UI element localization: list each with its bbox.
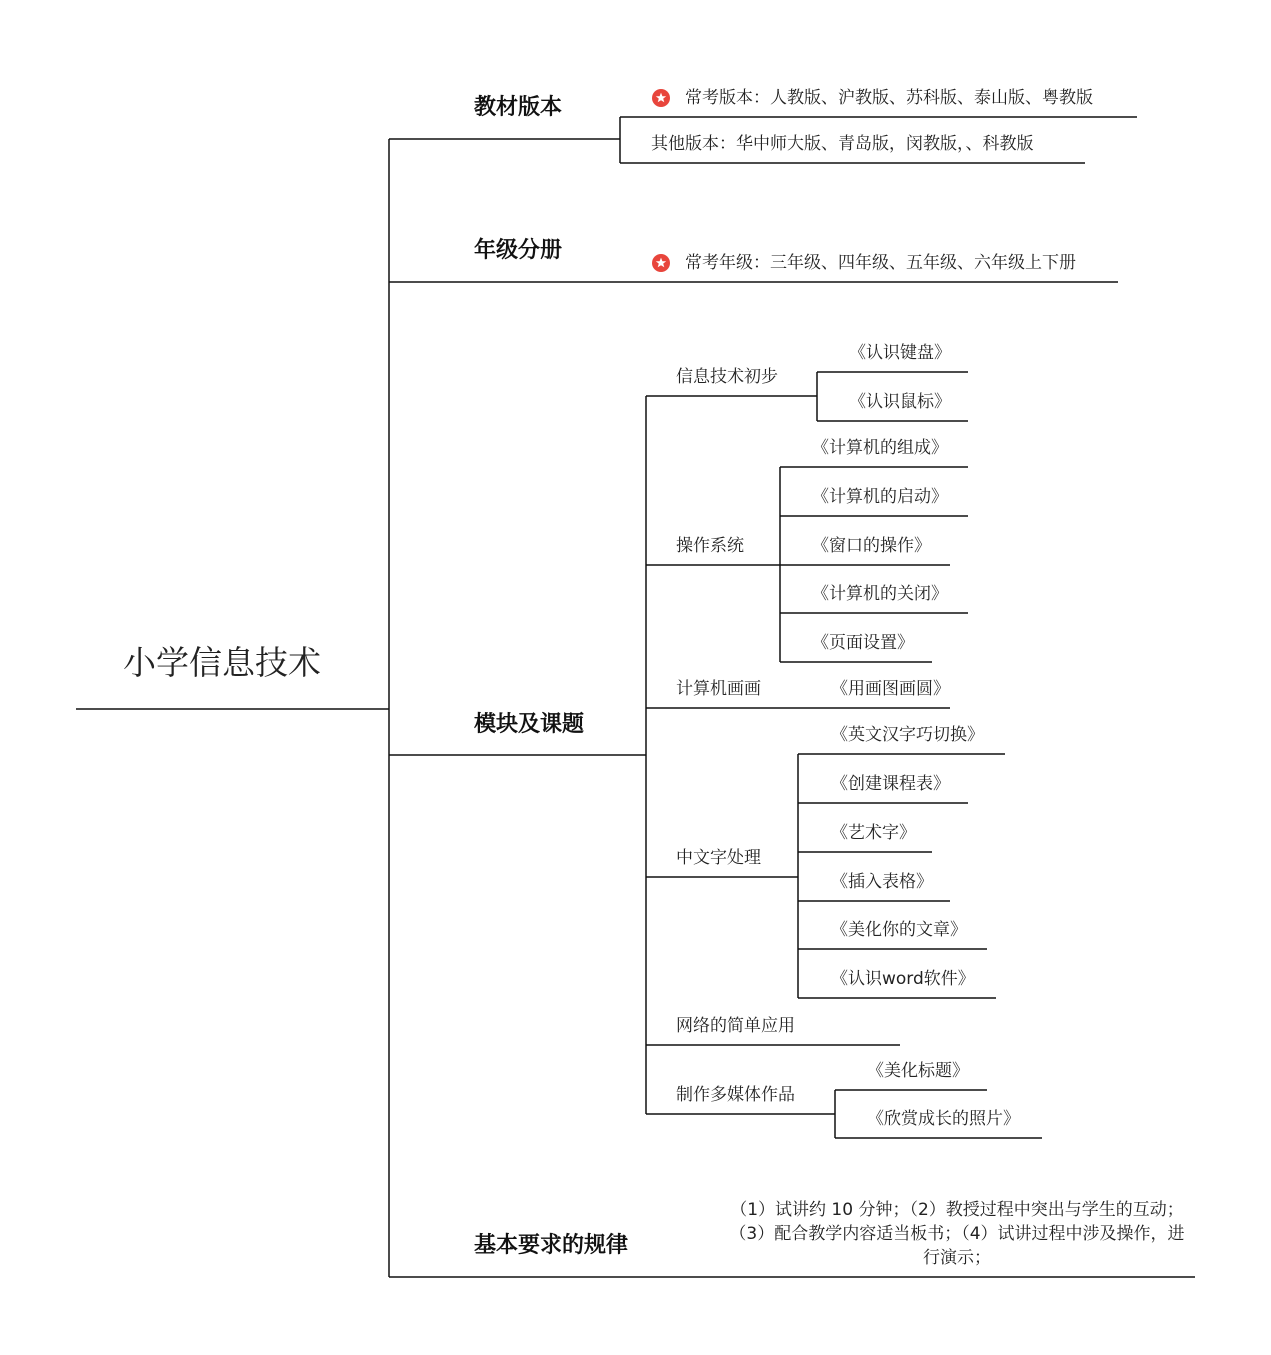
textbook-common-versions: 常考版本：人教版、沪教版、苏科版、泰山版、粤教版 bbox=[685, 88, 1093, 108]
textbook-other-versions: 其他版本：华中师大版、青岛版，闵教版，、科教版 bbox=[651, 134, 1034, 154]
grade-common: 常考年级：三年级、四年级、五年级、六年级上下册 bbox=[685, 253, 1076, 273]
branch-title-requirements: 基本要求的规律 bbox=[474, 1233, 629, 1258]
branch-title-modules: 模块及课题 bbox=[474, 712, 585, 737]
lesson-item: 《美化你的文章》 bbox=[831, 920, 967, 940]
root-topic: 小学信息技术 bbox=[123, 643, 321, 682]
branch-title-grade: 年级分册 bbox=[474, 238, 563, 263]
lesson-item: 《认识word软件》 bbox=[831, 969, 975, 989]
lesson-item: 《认识鼠标》 bbox=[849, 392, 951, 412]
branch-title-textbook: 教材版本 bbox=[474, 95, 563, 120]
lesson-item: 《窗口的操作》 bbox=[812, 536, 931, 556]
group-label: 计算机画画 bbox=[676, 679, 761, 699]
lesson-item: 《计算机的组成》 bbox=[812, 438, 948, 458]
lesson-item: 《艺术字》 bbox=[831, 823, 916, 843]
lesson-item: 《美化标题》 bbox=[867, 1061, 969, 1081]
star-badge-icon bbox=[651, 253, 671, 273]
lesson-item: 《用画图画圆》 bbox=[831, 679, 950, 699]
star-badge-icon bbox=[651, 88, 671, 108]
requirements-text: （1）试讲约 10 分钟；（2）教授过程中突出与学生的互动；（3）配合教学内容适当板书；（4）试讲过程中涉及操作，进行演示； bbox=[729, 1200, 1185, 1268]
lesson-item: 《插入表格》 bbox=[831, 872, 933, 892]
lesson-item: 《英文汉字巧切换》 bbox=[831, 725, 984, 745]
lesson-item: 《计算机的启动》 bbox=[812, 487, 948, 507]
group-label: 中文字处理 bbox=[676, 848, 761, 868]
group-label: 信息技术初步 bbox=[676, 367, 778, 387]
group-label: 操作系统 bbox=[676, 536, 744, 556]
group-label: 网络的简单应用 bbox=[676, 1016, 795, 1036]
lesson-item: 《创建课程表》 bbox=[831, 774, 950, 794]
lesson-item: 《欣赏成长的照片》 bbox=[867, 1109, 1020, 1129]
group-label: 制作多媒体作品 bbox=[676, 1085, 795, 1105]
lesson-item: 《认识键盘》 bbox=[849, 343, 951, 363]
lesson-item: 《页面设置》 bbox=[812, 633, 914, 653]
lesson-item: 《计算机的关闭》 bbox=[812, 584, 948, 604]
